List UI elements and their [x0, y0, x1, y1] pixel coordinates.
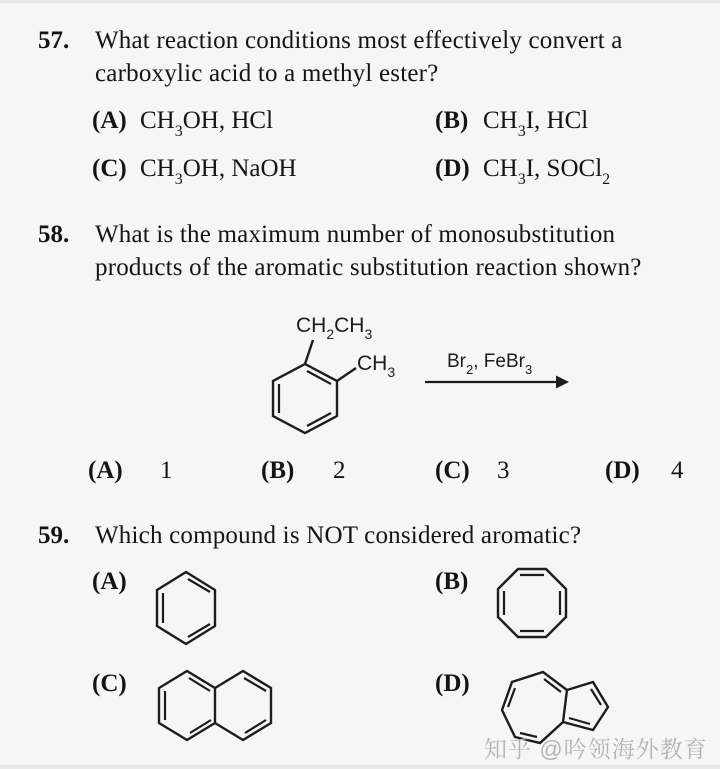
option-letter: (B) — [435, 107, 469, 134]
arrow-head-icon — [556, 376, 569, 389]
question-58-line-2: products of the aromatic substitution reaction shown? — [95, 254, 642, 281]
option-formula: $CH_3OH$, NaOH — [140, 155, 297, 188]
page-bottom-edge — [0, 765, 720, 769]
watermark: 知乎 @吟领海外教育 — [484, 736, 708, 762]
question-59-text — [95, 519, 581, 552]
double-bond — [307, 371, 331, 384]
option-value: 1 — [160, 457, 173, 484]
double-bond — [569, 718, 590, 724]
naphthalene-structure — [152, 666, 282, 748]
question-59-line-1: Which compound is NOT considered aromatic? — [95, 522, 582, 549]
q57-option-a — [92, 106, 274, 140]
double-bond — [244, 678, 266, 691]
option-formula: $CH_3I$, SOCl$_2$ — [483, 155, 611, 188]
option-letter: (B) — [261, 457, 295, 484]
question-59-number: 59. — [38, 522, 70, 549]
question-57-number: 57. — [38, 27, 70, 54]
question-57-line-1: What reaction conditions most effectively convert a — [95, 27, 623, 54]
ethyl-group-label: $CH_2CH_3$ — [296, 314, 373, 343]
benzene-ring — [273, 364, 337, 433]
question-57-text — [95, 24, 623, 90]
benzene-ring — [157, 572, 215, 644]
question-58-line-1: What is the maximum number of monosubstitution — [95, 221, 616, 248]
ethyl-bond — [305, 340, 313, 364]
q58-option-c — [435, 456, 510, 486]
question-58-number: 58. — [38, 221, 70, 248]
q58-option-a — [88, 456, 173, 486]
q59-option-b-letter: (B) — [435, 568, 469, 595]
option-letter: (A) — [92, 107, 127, 134]
question-57-line-2: carboxylic acid to a methyl ester? — [95, 60, 439, 87]
option-letter: (C) — [92, 155, 127, 182]
left-ring — [159, 671, 215, 740]
double-bond — [544, 679, 561, 692]
cyclooctatetraene-structure — [492, 565, 572, 643]
q58-option-d — [605, 456, 684, 486]
q57-option-c — [92, 154, 297, 188]
question-58-text — [95, 218, 642, 284]
q59-option-a-letter: (A) — [92, 568, 127, 595]
q59-option-c-letter: (C) — [92, 670, 127, 697]
right-ring — [215, 671, 271, 740]
option-letter: (D) — [605, 457, 640, 484]
q57-option-d — [435, 154, 611, 188]
option-letter: (C) — [435, 457, 470, 484]
option-formula: $CH_3OH$, HCl — [140, 107, 274, 140]
octagon-ring — [498, 569, 566, 637]
q58-option-b — [261, 456, 346, 486]
option-value: 4 — [671, 457, 684, 484]
option-formula: $CH_3I$, HCl — [483, 107, 589, 140]
option-letter: (D) — [435, 155, 470, 182]
option-value: 2 — [333, 457, 346, 484]
double-bond — [307, 413, 331, 426]
q59-option-d-letter: (D) — [435, 670, 470, 697]
option-value: 3 — [497, 457, 510, 484]
methyl-bond — [337, 368, 356, 381]
option-letter: (A) — [88, 457, 123, 484]
q57-option-b — [435, 106, 589, 140]
methyl-group-label: $CH_3$ — [357, 352, 396, 381]
page-top-edge — [0, 0, 720, 3]
reagent-label: $Br_2$, FeBr$_3$ — [447, 351, 533, 377]
benzene-structure — [153, 568, 219, 646]
